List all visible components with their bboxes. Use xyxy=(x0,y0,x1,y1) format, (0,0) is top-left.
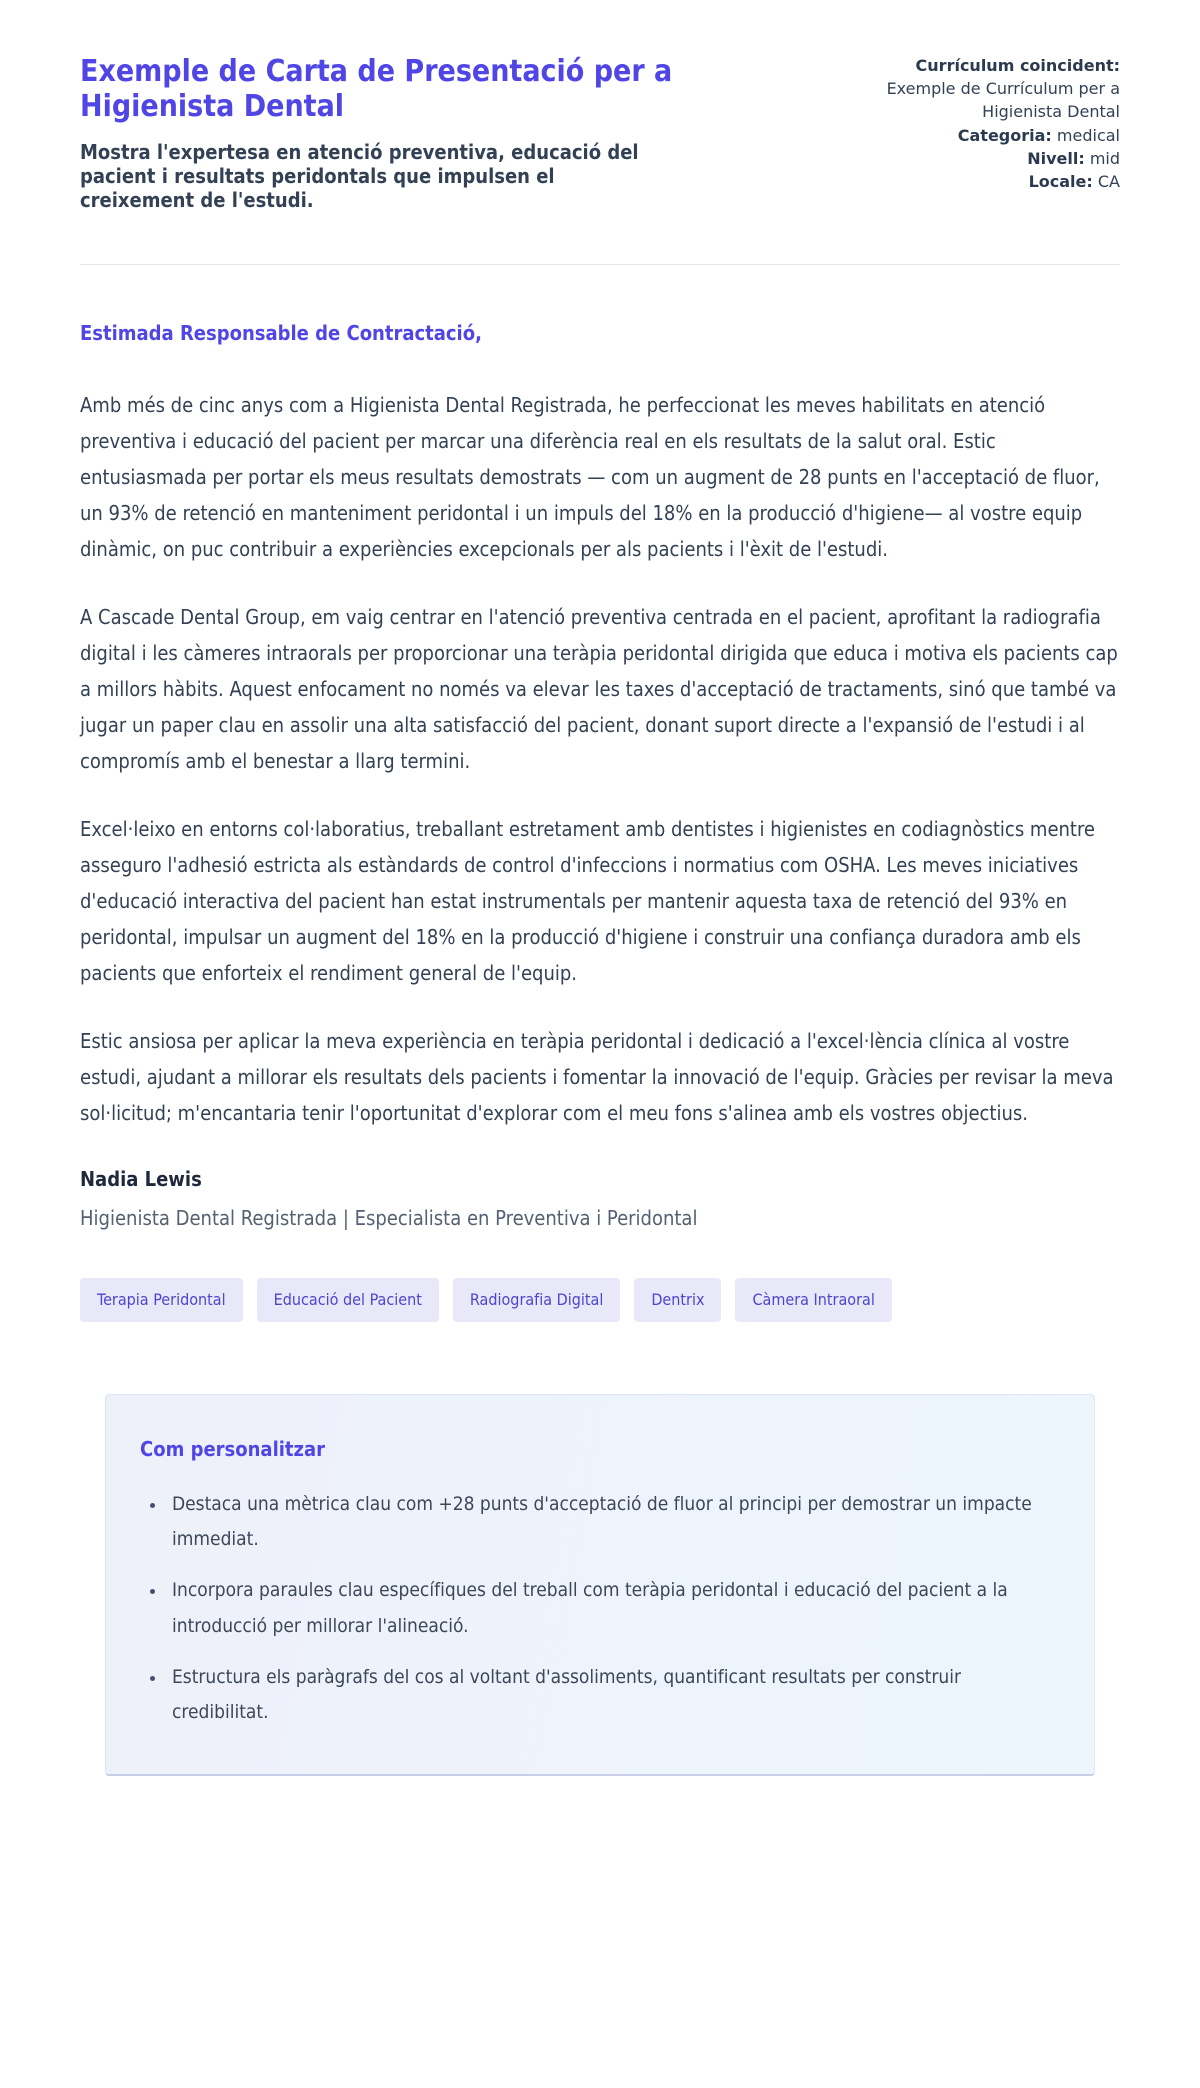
page-subtitle: Mostra l'expertesa en atenció preventiva, educació del pacient i resultats peridontals que impulsen el creixement de l'estudi. xyxy=(80,140,639,213)
customize-box xyxy=(105,1394,1095,1776)
meta-category-row xyxy=(878,124,1120,147)
meta-resume-label: Currículum coincident: xyxy=(915,56,1120,75)
meta-resume-value: Exemple de Currículum per a Higienista Dental xyxy=(886,79,1120,122)
page-container xyxy=(80,0,1120,1776)
signature-role: Higienista Dental Registrada | Especialista en Preventiva i Peridontal xyxy=(80,1206,698,1231)
skill-tag: Dentrix xyxy=(634,1278,721,1322)
skill-tag: Educació del Pacient xyxy=(257,1278,439,1322)
letter-body xyxy=(80,387,1120,1131)
meta-locale-value: CA xyxy=(1097,171,1120,191)
skill-tag: Terapia Peridontal xyxy=(80,1278,243,1322)
letter-paragraph: Amb més de cinc anys com a Higienista Dental Registrada, he perfeccionat les meves habilitats en atenció preventiva i educació del pacient per marcar una diferència real en els resultats de la salut oral. Estic entusiasmada per portar els meus resultats demostrats — com un augment de 28 punts en l'acceptació de fluor, un 93% de retenció en manteniment peridontal i un impuls del 18% en la producció d'higiene— al vostre equip dinàmic, on puc contribuir a experiències excepcionals per als pacients i l'èxit de l'estudi. xyxy=(80,393,1100,562)
letter-greeting: Estimada Responsable de Contractació, xyxy=(80,321,482,346)
header-title-block xyxy=(80,54,680,212)
signature-block xyxy=(80,1167,1120,1230)
meta-level-row xyxy=(878,147,1120,170)
letter-paragraph: Excel·leixo en entorns col·laboratius, treballant estretament amb dentistes i higienistes en codiagnòstics mentre asseguro l'adhesió estricta als estàndards de control d'infeccions i normatius com OSHA. Les meves iniciatives d'educació interactiva del pacient han estat instrumentals per mantenir aquesta taxa de retenció del 93% en peridontal, impulsar un augment del 18% en la producció d'higiene i construir una confiança duradora amb els pacients que enforteix el rendiment general de l'equip. xyxy=(80,817,1095,986)
customize-heading: Com personalitzar xyxy=(140,1437,325,1462)
meta-resume-row xyxy=(878,54,1120,124)
customize-list xyxy=(140,1487,1060,1730)
page-header xyxy=(80,54,1120,212)
meta-locale-row xyxy=(878,170,1120,193)
meta-level-label: Nivell: xyxy=(1027,148,1085,168)
resume-meta-block xyxy=(878,54,1120,193)
signature-name: Nadia Lewis xyxy=(80,1167,202,1192)
meta-locale-label: Locale: xyxy=(1028,171,1093,191)
skill-tag: Radiografia Digital xyxy=(453,1278,620,1322)
skill-tag: Càmera Intraoral xyxy=(735,1278,891,1322)
page-title: Exemple de Carta de Presentació per a Higienista Dental xyxy=(80,54,673,125)
meta-category-label: Categoria: xyxy=(957,125,1052,145)
customize-bullet: • Estructura els paràgrafs del cos al voltant d'assoliments, quantificant resultats per construir credibilitat. xyxy=(166,1660,1060,1730)
skill-tags-row xyxy=(80,1278,1120,1322)
customize-bullet: • Destaca una mètrica clau com +28 punts d'acceptació de fluor al principi per demostrar un impacte immediat. xyxy=(166,1487,1060,1557)
meta-level-value: mid xyxy=(1089,148,1120,168)
meta-category-value: medical xyxy=(1056,125,1120,145)
header-divider xyxy=(80,264,1120,265)
letter-paragraph: A Cascade Dental Group, em vaig centrar en l'atenció preventiva centrada en el pacient, aprofitant la radiografia digital i les càmeres intraorals per proporcionar una teràpia peridontal dirigida que educa i motiva els pacients cap a millors hàbits. Aquest enfocament no només va elevar les taxes d'acceptació de tractaments, sinó que també va jugar un paper clau en assolir una alta satisfacció del pacient, donant suport directe a l'expansió de l'estudi i al compromís amb el benestar a llarg termini. xyxy=(80,605,1118,774)
customize-bullet: • Incorpora paraules clau específiques del treball com teràpia peridontal i educació del pacient a la introducció per millorar l'alineació. xyxy=(166,1573,1060,1643)
letter-paragraph: Estic ansiosa per aplicar la meva experiència en teràpia peridontal i dedicació a l'excel·lència clínica al vostre estudi, ajudant a millorar els resultats dels pacients i fomentar la innovació de l'equip. Gràcies per revisar la meva sol·licitud; m'encantaria tenir l'oportunitat d'explorar com el meu fons s'alinea amb els vostres objectius. xyxy=(80,1029,1114,1126)
